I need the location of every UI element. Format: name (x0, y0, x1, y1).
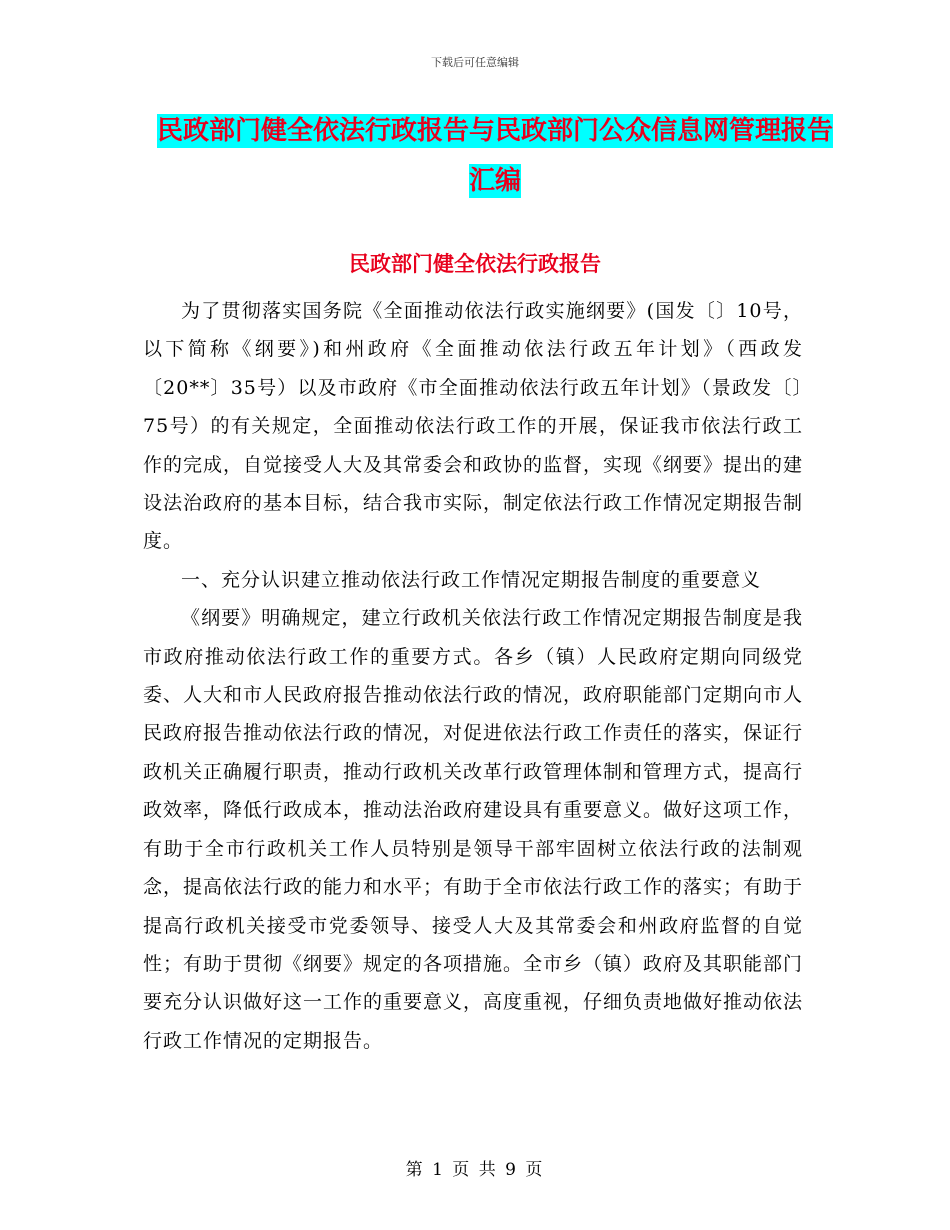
document-title (150, 106, 840, 206)
paragraph: 《纲要》明确规定，建立行政机关依法行政工作情况定期报告制度是我市政府推动依法行政工作的重要方式。各乡（镇）人民政府定期向同级党委、人大和市人民政府报告推动依法行政的情况，政府职能部门定期向市人民政府报告推动依法行政的情况，对促进依法行政工作责任的落实，保证行政机关正确履行职责，推动行政机关改革行政管理体制和管理方式，提高行政效率，降低行政成本，推动法治政府建设具有重要意义。做好这项工作，有助于全市行政机关工作人员特别是领导干部牢固树立依法行政的法制观念，提高依法行政的能力和水平；有助于全市依法行政工作的落实；有助于提高行政机关接受市党委领导、接受人大及其常委会和州政府监督的自觉性；有助于贯彻《纲要》规定的各项措施。全市乡（镇）政府及其职能部门要充分认识做好这一工作的重要意义，高度重视，仔细负责地做好推动依法行政工作情况的定期报告。 (143, 607, 804, 1052)
document-title-text: 民政部门健全依法行政报告与民政部门公众信息网管理报告汇编 (156, 116, 833, 196)
section-title: 民政部门健全依法行政报告 (349, 251, 601, 276)
paragraph: 为了贯彻落实国务院《全面推动依法行政实施纲要》(国发〔〕10号，以下简称《纲要》)和州政府《全面推动依法行政五年计划》（西政发〔20**〕35号）以及市政府《市全面推动依法行政五年计划》（景政发〔〕75号）的有关规定，全面推动依法行政工作的开展，保证我市依法行政工作的完成，自觉接受人大及其常委会和政协的监督，实现《纲要》提出的建设法治政府的基本目标，结合我市实际，制定依法行政工作情况定期报告制度。 (143, 300, 804, 553)
page-number: 第 1 页 共 9 页 (405, 1160, 545, 1180)
document-body (143, 292, 803, 1060)
page-header-note: 下载后可任意编辑 (431, 56, 519, 69)
paragraph-heading: 一、充分认识建立推动依法行政工作情况定期报告制度的重要意义 (181, 568, 762, 591)
